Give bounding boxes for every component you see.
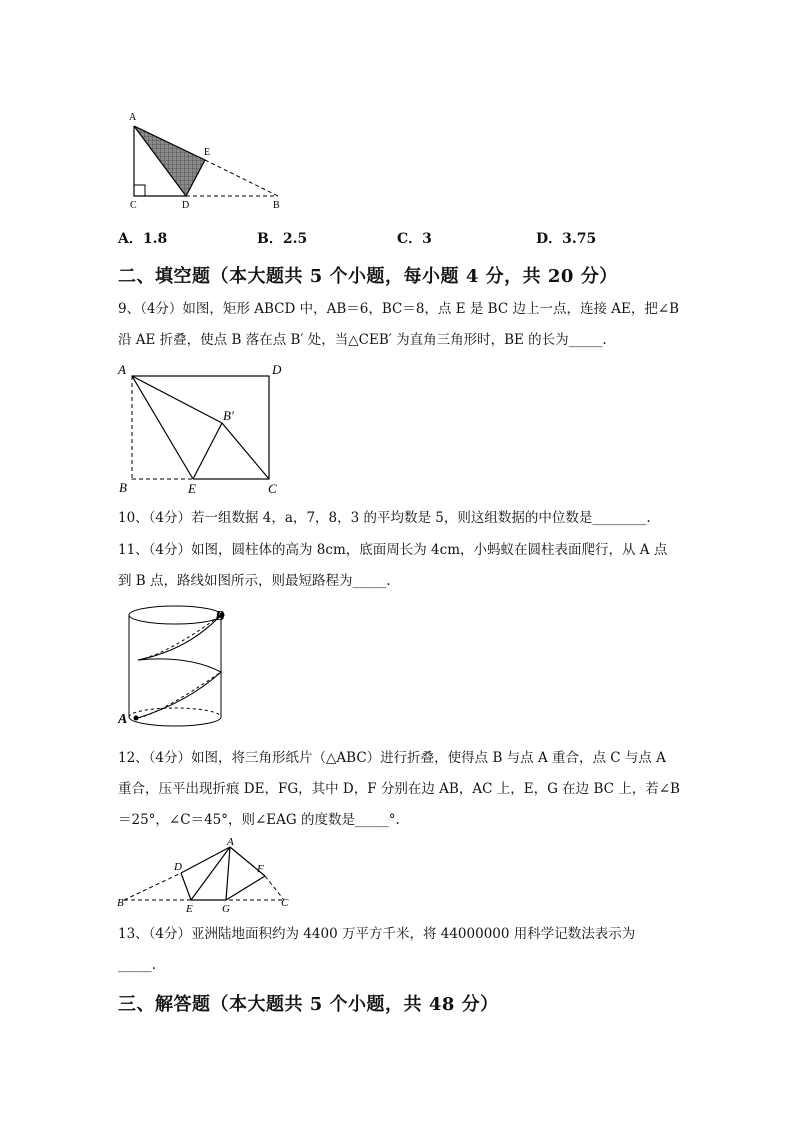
label-a: A	[118, 712, 128, 727]
q12-line3: ＝25°，∠C＝45°，则∠EAG 的度数是_____°.	[118, 812, 400, 828]
figure-q11	[118, 600, 238, 730]
figure-q12	[112, 835, 297, 915]
q9-line2: 沿 AE 折叠，使点 B 落在点 B′ 处，当△CEB′ 为直角三角形时，BE 的长为_____.	[118, 332, 607, 348]
label-d: D	[182, 200, 190, 211]
label-a: A	[227, 836, 234, 848]
q13-line2: _____.	[118, 957, 157, 973]
figure-q8	[120, 108, 290, 213]
label-b: B	[119, 480, 127, 495]
section3-title: 三、解答题（本大题共 5 个小题，共 48 分）	[118, 994, 499, 1015]
label-e: E	[204, 147, 211, 158]
label-c: C	[130, 200, 137, 211]
label-g: G	[222, 903, 230, 915]
label-c: C	[268, 481, 277, 496]
option-b: B．2.5	[257, 231, 308, 247]
q10-line1: 10、（4分）若一组数据 4，a，7，8，3 的平均数是 5，则这组数据的中位数是________.	[118, 510, 651, 526]
label-e: E	[188, 481, 196, 496]
label-a: A	[118, 362, 126, 377]
point-a	[134, 716, 139, 721]
section2-title: 二、填空题（本大题共 5 个小题，每小题 4 分，共 20 分）	[118, 266, 618, 287]
top-ellipse	[129, 606, 221, 624]
q11-line2: 到 B 点，路线如图所示，则最短路程为_____.	[118, 573, 391, 589]
label-c: C	[281, 897, 289, 909]
label-b-prime: B′	[223, 408, 234, 423]
label-d: D	[272, 362, 282, 377]
label-a: A	[129, 112, 137, 123]
q13-line1: 13、（4分）亚洲陆地面积约为 4400 万平方千米，将 44000000 用科学记数法表示为	[118, 926, 636, 942]
right-angle-mark	[134, 185, 145, 196]
option-c: C．3	[397, 231, 432, 247]
label-b: B	[215, 609, 225, 624]
q11-line1: 11、（4分）如图，圆柱体的高为 8cm，底面周长为 4cm，小蚂蚁在圆柱表面爬行，从 A 点	[118, 542, 668, 558]
label-e: E	[186, 903, 193, 915]
option-d: D．3.75	[536, 231, 597, 247]
label-b: B	[273, 200, 280, 211]
label-d: D	[174, 861, 182, 873]
q12-line2: 重合，压平出现折痕 DE，FG，其中 D，F 分别在边 AB，AC 上，E，G 在边 BC 上，若∠B	[118, 781, 680, 797]
q9-line1: 9、（4分）如图，矩形 ABCD 中，AB＝6，BC＝8，点 E 是 BC 边上一点，连接 AE，把∠B	[118, 301, 680, 317]
label-b: B	[117, 897, 124, 909]
q12-line1: 12、（4分）如图，将三角形纸片（△ABC）进行折叠，使得点 B 与点 A 重合，点 C 与点 A	[118, 750, 666, 766]
figure-q9	[115, 362, 290, 497]
option-a: A．1.8	[118, 231, 168, 247]
label-f: F	[257, 863, 264, 875]
